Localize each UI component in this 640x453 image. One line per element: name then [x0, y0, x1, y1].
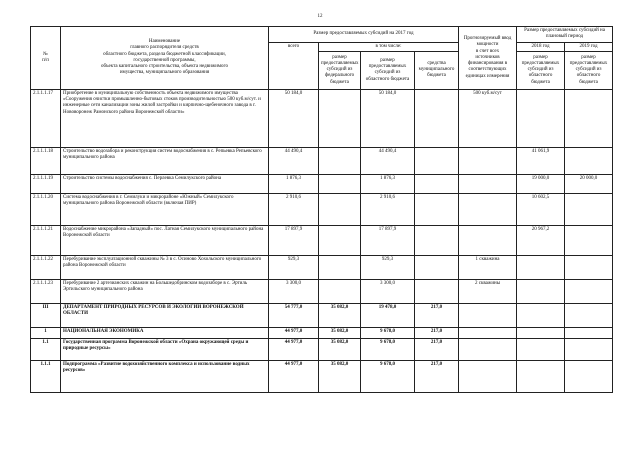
cell-total: 1 876,3: [269, 174, 319, 193]
table-row: [31, 174, 613, 193]
cell-mun: [415, 147, 459, 174]
cell-y2019: [565, 303, 613, 327]
header-incl: в том числе:: [319, 42, 459, 51]
cell-mun: 217,0: [415, 338, 459, 360]
header-2019: 2019 год: [565, 42, 613, 51]
cell-fed: [319, 279, 361, 303]
cell-y2018: [517, 89, 565, 147]
cell-y2019: [565, 338, 613, 360]
cell-name: ДЕПАРТАМЕНТ ПРИРОДНЫХ РЕСУРСОВ И ЭКОЛОГИИ ВОРОНЕЖСКОЙ ОБЛАСТИ: [61, 303, 269, 327]
table-row: [31, 338, 613, 360]
cell-mun: 217,0: [415, 360, 459, 392]
cell-y2019: [565, 279, 613, 303]
cell-y2019: [565, 225, 613, 255]
cell-y2019: [565, 327, 613, 338]
header-name: Наименование главного распорядителя средств областного бюджета, раздела бюджетной классификации, государственной программы, объекта капитального строительства, объекта недвижимого имущества, муниципального образования: [61, 27, 269, 90]
cell-fed: 35 082,0: [319, 327, 361, 338]
table-row: [31, 279, 613, 303]
cell-power: [459, 174, 517, 193]
cell-total: 44 977,0: [269, 327, 319, 338]
cell-total: 17 897,9: [269, 225, 319, 255]
table-row: [31, 225, 613, 255]
cell-y2019: [565, 255, 613, 279]
cell-obl: 9 678,0: [361, 327, 415, 338]
cell-power: 2 скважины: [459, 279, 517, 303]
cell-fed: 35 082,0: [319, 360, 361, 392]
cell-num: 2.1.1.1.20: [31, 193, 61, 225]
cell-power: [459, 360, 517, 392]
cell-total: 54 777,0: [269, 303, 319, 327]
cell-mun: 217,0: [415, 303, 459, 327]
cell-num: 2.1.1.1.21: [31, 225, 61, 255]
cell-power: [459, 193, 517, 225]
cell-fed: [319, 255, 361, 279]
cell-fed: [319, 174, 361, 193]
cell-obl: 9 678,0: [361, 360, 415, 392]
cell-y2018: [517, 255, 565, 279]
header-total: всего: [269, 42, 319, 89]
cell-mun: [415, 193, 459, 225]
cell-y2018: [517, 360, 565, 392]
cell-mun: [415, 174, 459, 193]
cell-num: 2.1.1.1.22: [31, 255, 61, 279]
cell-obl: 1 876,3: [361, 174, 415, 193]
cell-power: [459, 303, 517, 327]
cell-y2019: [565, 360, 613, 392]
header-planned: Размер предоставляемых субсидий на плановый период: [517, 27, 613, 43]
cell-mun: [415, 225, 459, 255]
cell-power: 1 скважина: [459, 255, 517, 279]
header-size-2017: Размер предоставляемых субсидий на 2017 год: [269, 27, 459, 43]
cell-mun: [415, 89, 459, 147]
cell-fed: [319, 147, 361, 174]
header-power: Прогнозируемый ввод мощности в счет всех источников финансирования в соответствующих единицах измерения: [459, 27, 517, 90]
cell-total: 44 977,0: [269, 360, 319, 392]
table-row: [31, 327, 613, 338]
cell-y2018: [517, 303, 565, 327]
cell-name: Подпрограмма «Развитие водохозяйственного комплекса и использование водных ресурсов»: [61, 360, 269, 392]
cell-mun: [415, 279, 459, 303]
cell-obl: 50 184,0: [361, 89, 415, 147]
cell-fed: [319, 225, 361, 255]
table-row: [31, 360, 613, 392]
cell-y2019: [565, 147, 613, 174]
header-obl: размер предоставляемых субсидий из областного бюджета: [361, 51, 415, 89]
cell-obl: 19 478,0: [361, 303, 415, 327]
cell-total: 3 300,0: [269, 279, 319, 303]
cell-num: 1: [31, 327, 61, 338]
cell-power: 500 куб.м/сут: [459, 89, 517, 147]
header-obl-2018: размер предоставляемых субсидий из областного бюджета: [517, 51, 565, 89]
table-row: [31, 255, 613, 279]
subsidies-table: [30, 26, 613, 393]
table-row: [31, 147, 613, 174]
cell-y2018: 41 061,9: [517, 147, 565, 174]
cell-name: Водоснабжение микрорайона «Западный» пос. Латная Семилукского муниципального района Воронежской области: [61, 225, 269, 255]
cell-total: 929,3: [269, 255, 319, 279]
cell-obl: 929,3: [361, 255, 415, 279]
page-number: 12: [317, 14, 323, 19]
cell-name: НАЦИОНАЛЬНАЯ ЭКОНОМИКА: [61, 327, 269, 338]
cell-y2018: [517, 338, 565, 360]
cell-total: 44 977,0: [269, 338, 319, 360]
cell-mun: 217,0: [415, 327, 459, 338]
cell-power: [459, 338, 517, 360]
cell-num: 2.1.1.1.19: [31, 174, 61, 193]
cell-obl: 9 678,0: [361, 338, 415, 360]
cell-name: Приобретение в муниципальную собственность объекта недвижимого имущества «Сооружения очистки промышленно-бытовых стоков производительностью 500 куб.м/сут. и инженерные сети канализации зоны жилой застройки и кирпично-щебеночного завода в г. Нововоронеж Рамонского района Воронежской области»: [61, 89, 269, 147]
header-obl-2019: размер предоставляемых субсидий из областного бюджета: [565, 51, 613, 89]
cell-obl: 2 910,6: [361, 193, 415, 225]
cell-fed: 35 082,0: [319, 338, 361, 360]
table-row: [31, 303, 613, 327]
cell-power: [459, 327, 517, 338]
header-mun: средства муниципального бюджета: [415, 51, 459, 89]
header-fed: размер предоставляемых субсидий из федерального бюджета: [319, 51, 361, 89]
header-2018: 2018 год: [517, 42, 565, 51]
cell-obl: 44 490,4: [361, 147, 415, 174]
cell-name: Система водоснабжения в г. Семилуки и микрорайоне «Южный» Семилукского муниципального района Воронежской области (включая ПИР): [61, 193, 269, 225]
cell-name: Строительство водозабора и реконструкция систем водоснабжения в с. Репьевка Репьевского муниципального района: [61, 147, 269, 174]
cell-num: 1.1.1: [31, 360, 61, 392]
cell-y2018: [517, 279, 565, 303]
cell-fed: [319, 89, 361, 147]
cell-mun: [415, 255, 459, 279]
cell-y2018: 20 967,2: [517, 225, 565, 255]
cell-name: Строительство системы водоснабжения с. Перлевка Семилукского района: [61, 174, 269, 193]
cell-obl: 3 300,0: [361, 279, 415, 303]
cell-num: III: [31, 303, 61, 327]
cell-num: 1.1: [31, 338, 61, 360]
cell-power: [459, 147, 517, 174]
cell-name: Государственная программа Воронежской области «Охрана окружающей среды и природные ресурсы»: [61, 338, 269, 360]
cell-obl: 17 897,9: [361, 225, 415, 255]
cell-y2018: 19 000,0: [517, 174, 565, 193]
cell-total: 44 490,4: [269, 147, 319, 174]
cell-num: 2.1.1.1.18: [31, 147, 61, 174]
cell-fed: [319, 193, 361, 225]
cell-fed: 35 082,0: [319, 303, 361, 327]
cell-y2018: [517, 327, 565, 338]
cell-num: 2.1.1.1.17: [31, 89, 61, 147]
cell-name: Перебуривание эксплуатационной скважины № 3 в с. Осиново Хохольского муниципального района Воронежской области: [61, 255, 269, 279]
cell-num: 2.1.1.1.23: [31, 279, 61, 303]
table-row: [31, 193, 613, 225]
cell-power: [459, 225, 517, 255]
cell-y2019: 20 000,0: [565, 174, 613, 193]
cell-y2019: [565, 89, 613, 147]
cell-name: Перебуривание 2 артезианских скважин на Большедобринском водозаборе в с. Эртиль Эртильского муниципального района: [61, 279, 269, 303]
cell-total: 2 910,6: [269, 193, 319, 225]
header-num: № п/п: [31, 27, 61, 90]
cell-total: 50 184,0: [269, 89, 319, 147]
cell-y2018: 10 602,5: [517, 193, 565, 225]
table-row: [31, 89, 613, 147]
cell-y2019: [565, 193, 613, 225]
